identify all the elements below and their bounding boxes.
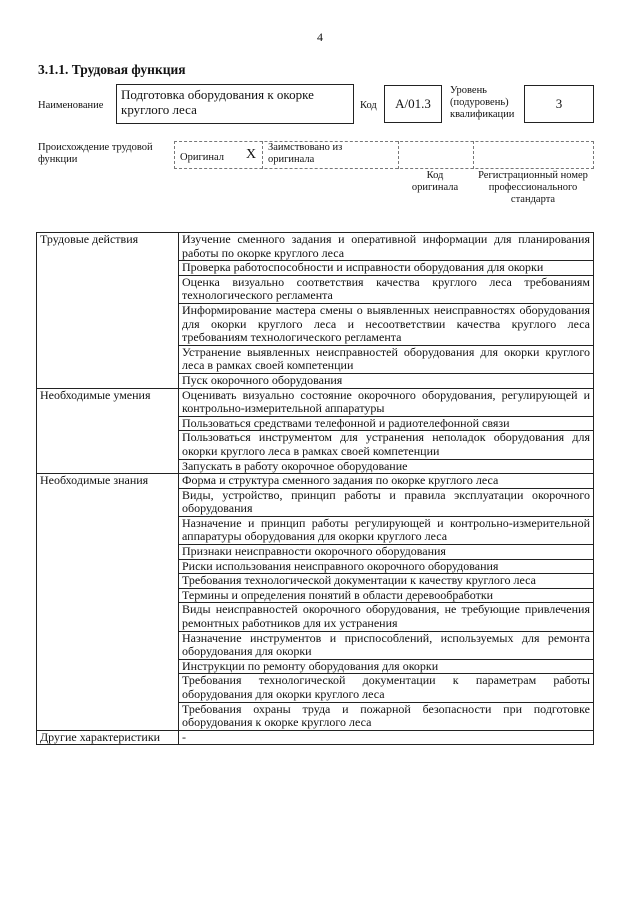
list-item: Изучение сменного задания и оперативной информации для планирования работы по окорке круглого леса	[179, 233, 594, 261]
list-item: Инструкции по ремонту оборудования для окорки	[179, 659, 594, 674]
list-item: Признаки неисправности окорочного оборудования	[179, 545, 594, 560]
list-item: Риски использования неисправного окорочного оборудования	[179, 559, 594, 574]
list-item: Назначение инструментов и приспособлений, используемых для ремонта оборудования для окорки	[179, 631, 594, 659]
list-item: Форма и структура сменного задания по окорке круглого леса	[179, 474, 594, 489]
table-row	[37, 474, 594, 489]
reg-number-caption: Регистрационный номер профессионального стандарта	[478, 170, 588, 205]
list-item: Пуск окорочного оборудования	[179, 373, 594, 388]
table-row	[37, 388, 594, 416]
origin-label: Происхождение трудовой функции	[38, 142, 153, 165]
list-item: Запускать в работу окорочное оборудование	[179, 459, 594, 474]
list-item: Назначение и принцип работы регулирующей и контрольно-измерительной аппаратуры оборудования для окорки круглого леса	[179, 516, 594, 544]
list-item: -	[179, 730, 594, 745]
level-label: Уровень (подуровень) квалификации	[450, 85, 515, 120]
section-label: Другие характеристики	[37, 730, 179, 745]
list-item: Термины и определения понятий в области деревообработки	[179, 588, 594, 603]
section-label: Необходимые умения	[37, 388, 179, 474]
original-label: Оригинал	[180, 152, 224, 163]
list-item: Оценка визуально соответствия качества круглого леса требованиям технологического регламента	[179, 275, 594, 303]
list-item: Устранение выявленных неисправностей оборудования для окорки круглого леса в рамках своей компетенции	[179, 345, 594, 373]
section-label: Трудовые действия	[37, 233, 179, 389]
code-label: Код	[360, 100, 377, 111]
borrowed-label: Заимствовано из оригинала	[268, 142, 343, 165]
list-item: Проверка работоспособности и исправности оборудования для окорки	[179, 261, 594, 276]
code-original-caption: Код оригинала	[411, 170, 459, 193]
list-item: Требования охраны труда и пожарной безопасности при подготовке оборудования к окорке круглого леса	[179, 702, 594, 730]
list-item: Пользоваться средствами телефонной и радиотелефонной связи	[179, 416, 594, 431]
list-item: Требования технологической документации к качеству круглого леса	[179, 574, 594, 589]
labor-function-table	[36, 232, 594, 745]
table-row	[37, 730, 594, 745]
table-row	[37, 233, 594, 261]
original-mark: Х	[246, 147, 257, 162]
list-item: Виды неисправностей окорочного оборудования, не требующие привлечения ремонтных работников для их устранения	[179, 603, 594, 631]
level-value: 3	[524, 85, 594, 123]
list-item: Пользоваться инструментом для устранения неполадок оборудования для окорки круглого леса в рамках своей компетенции	[179, 431, 594, 459]
function-name: Подготовка оборудования к окорке круглого леса	[116, 84, 354, 124]
list-item: Виды, устройство, принцип работы и правила эксплуатации окорочного оборудования	[179, 488, 594, 516]
list-item: Оценивать визуально состояние окорочного оборудования, регулирующей и контрольно-измерительной аппаратуры	[179, 388, 594, 416]
function-code: А/01.3	[384, 85, 442, 123]
list-item: Информирование мастера смены о выявленных неисправностях оборудования для окорки круглого леса и несоответствии качества круглого леса требованиям технологического регламента	[179, 303, 594, 345]
section-title: 3.1.1. Трудовая функция	[38, 62, 186, 77]
page-number: 4	[317, 30, 323, 44]
list-item: Требования технологической документации к параметрам работы оборудования для окорки круглого леса	[179, 674, 594, 702]
origin-row	[174, 141, 594, 169]
section-label: Необходимые знания	[37, 474, 179, 731]
name-label: Наименование	[38, 100, 104, 111]
